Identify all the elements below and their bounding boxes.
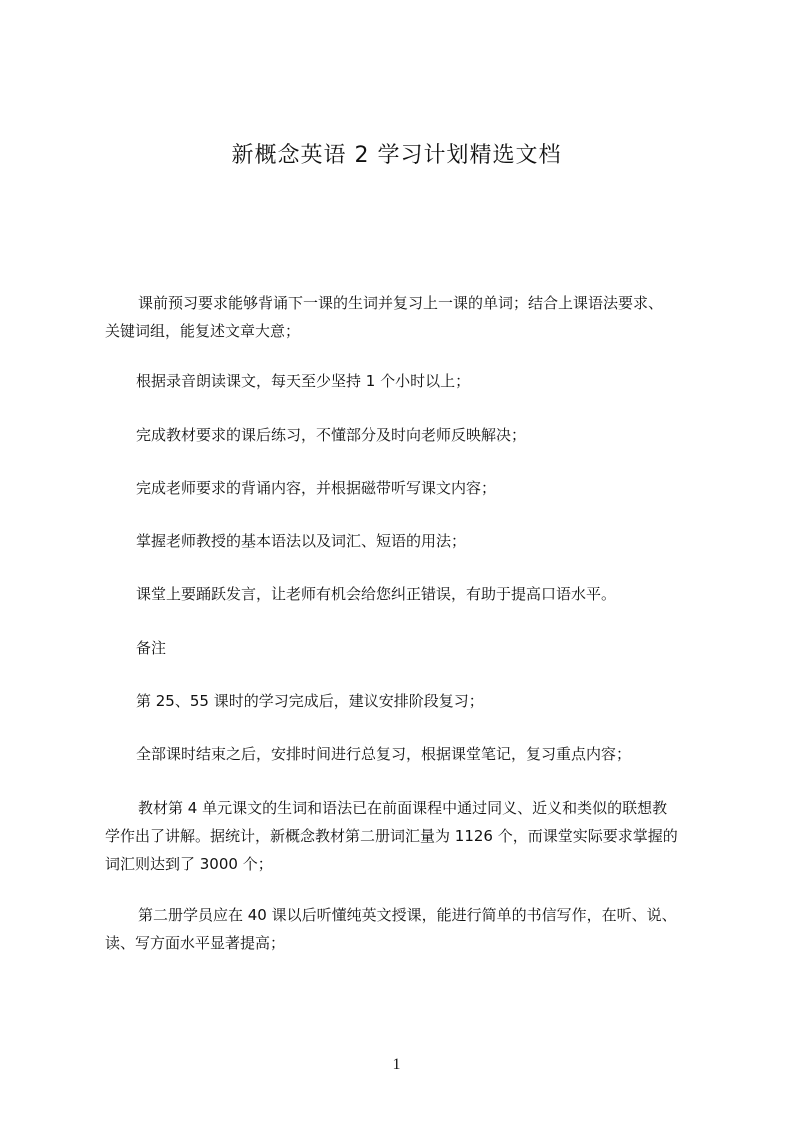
paragraph-10-line-2: 学作出了讲解。据统计，新概念教材第二册词汇量为 1126 个，而课堂实际要求掌握的 (105, 827, 678, 845)
paragraph-11-line-1: 第二册学员应在 40 课以后听懂纯英文授课，能进行简单的书信写作，在听、说、 (138, 906, 677, 924)
paragraph-10-line-3: 词汇则达到了 3000 个； (105, 855, 273, 873)
paragraph-5: 掌握老师教授的基本语法以及词汇、短语的用法； (136, 532, 467, 550)
paragraph-2: 根据录音朗读课文，每天至少坚持 1 个小时以上； (136, 372, 471, 390)
paragraph-10-line-1: 教材第 4 单元课文的生词和语法已在前面课程中通过同义、近义和类似的联想教 (138, 799, 668, 817)
document-title: 新概念英语 2 学习计划精选文档 (231, 143, 562, 168)
paragraph-8: 第 25、55 课时的学习完成后，建议安排阶段复习； (136, 692, 484, 710)
paragraph-3: 完成教材要求的课后练习，不懂部分及时向老师反映解决； (136, 426, 527, 444)
paragraph-9: 全部课时结束之后，安排时间进行总复习，根据课堂笔记，复习重点内容； (136, 745, 632, 763)
paragraph-11-line-2: 读、写方面水平显著提高； (105, 934, 286, 952)
page-number: 1 (392, 1056, 401, 1073)
paragraph-1-line-1: 课前预习要求能够背诵下一课的生词并复习上一课的单词；结合上课语法要求、 (138, 294, 664, 312)
paragraph-1-line-2: 关键词组，能复述文章大意； (105, 322, 301, 340)
paragraph-4: 完成老师要求的背诵内容，并根据磁带听写课文内容； (136, 479, 497, 497)
paragraph-6: 课堂上要踊跃发言，让老师有机会给您纠正错误，有助于提高口语水平。 (136, 585, 617, 603)
note-heading: 备注 (136, 639, 167, 657)
